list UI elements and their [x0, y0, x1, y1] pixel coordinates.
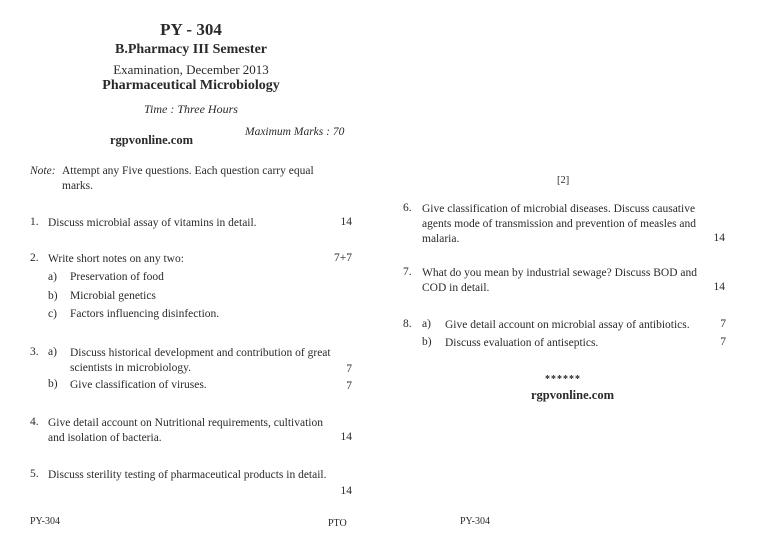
q7-marks: 14 [713, 281, 725, 293]
q6-text-line3: malaria. [422, 233, 460, 245]
q8b-label: b) [422, 336, 432, 348]
q2-text: Write short notes on any two: [48, 253, 184, 265]
q3a-text-line2: scientists in microbiology. [70, 362, 191, 374]
right-footer-code: PY-304 [460, 516, 491, 527]
q4-text-line2: and isolation of bacteria. [48, 432, 162, 444]
q7-number: 7. [403, 266, 412, 278]
q7-text-line2: COD in detail. [422, 282, 490, 294]
note-text-line2: marks. [62, 180, 93, 192]
q7-text-line1: What do you mean by industrial sewage? Discuss BOD and [422, 267, 697, 279]
end-stars: ****** [545, 374, 581, 385]
q6-text-line2: agents mode of transmission and prevention of measles and [422, 218, 697, 230]
pto-label: PTO [328, 518, 347, 529]
time-allowed: Time : Three Hours [144, 102, 238, 116]
q3b-label: b) [48, 378, 58, 390]
q2-item-text: Factors influencing disinfection. [70, 308, 220, 320]
q5-marks: 14 [340, 485, 352, 497]
q5-number: 5. [30, 468, 39, 480]
q6-marks: 14 [713, 232, 725, 244]
q3a-text-line1: Discuss historical development and contribution of great [70, 347, 331, 359]
site-watermark-top: rgpvonline.com [110, 133, 193, 147]
left-footer-code: PY-304 [30, 516, 61, 527]
q8a-text: Give detail account on microbial assay of antibiotics. [445, 319, 690, 331]
q3b-text: Give classification of viruses. [70, 379, 207, 391]
q3b-marks: 7 [346, 380, 352, 392]
q3-number: 3. [30, 346, 39, 358]
subject-title: Pharmaceutical Microbiology [102, 78, 280, 93]
q2-marks: 7+7 [334, 252, 352, 264]
q5-text: Discuss sterility testing of pharmaceutical products in detail. [48, 469, 327, 481]
note-label: Note: [30, 165, 56, 177]
q1-number: 1. [30, 216, 39, 228]
max-marks: Maximum Marks : 70 [245, 126, 345, 138]
q1-marks: 14 [340, 216, 352, 228]
q4-text-line1: Give detail account on Nutritional requirements, cultivation [48, 417, 323, 429]
q8-number: 8. [403, 318, 412, 330]
q2-item-text: Preservation of food [70, 271, 164, 283]
q8b-text: Discuss evaluation of antiseptics. [445, 337, 599, 349]
q3a-label: a) [48, 346, 57, 358]
q4-marks: 14 [340, 431, 352, 443]
q2-item-label: b) [48, 290, 58, 302]
paper-code: PY - 304 [160, 20, 222, 39]
note-text-line1: Attempt any Five questions. Each question carry equal [62, 165, 314, 177]
q2-number: 2. [30, 252, 39, 264]
q3a-marks: 7 [346, 363, 352, 375]
course-title: B.Pharmacy III Semester [114, 42, 268, 57]
q2-item-label: a) [48, 271, 57, 283]
exam-session: Examination, December 2013 [113, 62, 269, 77]
q1-text: Discuss microbial assay of vitamins in detail. [48, 217, 257, 229]
q2-item-label: c) [48, 308, 57, 320]
q6-number: 6. [403, 202, 412, 214]
site-watermark-bottom: rgpvonline.com [531, 388, 614, 402]
q8a-label: a) [422, 318, 431, 330]
q8b-marks: 7 [720, 336, 726, 348]
q6-text-line1: Give classification of microbial diseases. Discuss causative [422, 203, 696, 215]
q8a-marks: 7 [720, 318, 726, 330]
page-number: [2] [557, 175, 570, 186]
q4-number: 4. [30, 416, 39, 428]
q2-item-text: Microbial genetics [70, 290, 156, 302]
